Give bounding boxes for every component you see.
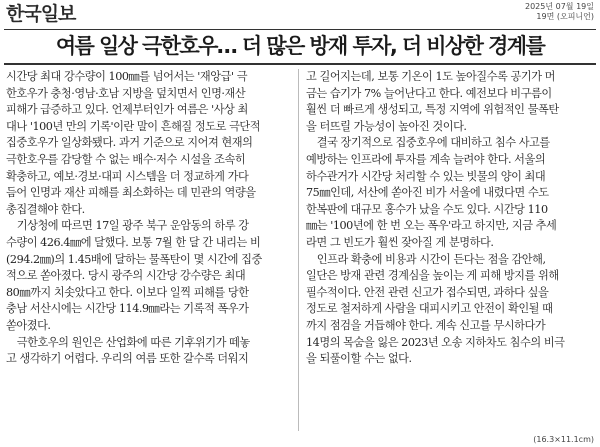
text-line: 75㎜인데, 서산에 쏟아진 비가 서울에 내렸다면 수도: [306, 186, 549, 200]
article-column-right: [306, 69, 592, 368]
text-line: 쏟아졌다.: [6, 318, 51, 332]
text-line: 기상청에 따르면 17일 광주 북구 운암동의 하루 강: [6, 219, 249, 233]
text-line: 14명의 목숨을 잃은 2023년 오송 지하차도 침수의 비극: [306, 335, 565, 349]
top-rule: [4, 29, 596, 30]
article-column-left: [6, 69, 292, 368]
issue-info: [525, 2, 594, 22]
text-line: 훨씬 더 빠르게 생성되고, 특정 지역에 위험적인 물폭탄: [306, 103, 559, 117]
text-line: 80㎜까지 치솟았다고 한다. 이보다 일찍 피해를 당한: [6, 285, 249, 299]
text-line: 피해가 급증하고 있다. 언제부터인가 여름은 '사상 최: [6, 103, 248, 117]
text-line: 정도로 철저하게 사람을 대피시키고 안전이 확인될 때: [306, 302, 553, 316]
article-headline: 여름 일상 극한호우… 더 많은 방재 투자, 더 비상한 경계를: [55, 34, 545, 58]
text-line: ㎜는 '100년에 한 번 오는 폭우'라고 하지만, 지금 추세: [306, 219, 557, 233]
text-line: 극한호우를 감당할 수 없는 배수·저수 시설을 조속히: [6, 152, 246, 166]
text-line: 을 되풀이할 수는 없다.: [306, 352, 412, 366]
text-line: 총집결해야 한다.: [6, 202, 85, 216]
text-line: 까지 점검을 거듭해야 한다. 계속 신고를 무시하다가: [306, 318, 546, 332]
text-line: 한복판에 대규모 홍수가 났을 수도 있다. 시간당 110: [306, 202, 548, 216]
text-line: 금는 습기가 7% 늘어난다고 한다. 예전보다 비구름이: [306, 86, 552, 100]
text-line: 인프라 확충에 비용과 시간이 든다는 점을 감안해,: [306, 252, 546, 266]
text-line: 고 생각하기 어렵다. 우리의 여름 또한 갈수록 더워지: [6, 352, 249, 366]
text-line: 충남 서산시에는 시간당 114.9㎜라는 기록적 폭우가: [6, 302, 249, 316]
text-line: 라면 그 빈도가 훨씬 잦아질 게 분명하다.: [306, 235, 494, 249]
text-line: 결국 장기적으로 집중호우에 대비하고 침수 사고를: [306, 136, 550, 150]
column-divider: [298, 69, 299, 431]
issue-date: 2025년 07월 19일: [525, 2, 594, 11]
text-line: 일단은 방재 관련 경계심을 높이는 게 피해 방지를 위해: [306, 269, 559, 283]
text-line: 확충하고, 예보·경보·대피 시스템을 더 정교하게 가다: [6, 169, 249, 183]
text-line: 집중호우가 일상화됐다. 과거 기준으로 지어져 현재의: [6, 136, 253, 150]
text-line: 대나 '100년 만의 기록'이란 말이 흔해질 정도로 극단적: [6, 119, 261, 133]
text-line: 적으로 쏟아졌다. 당시 광주의 시간당 강수량은 최대: [6, 269, 246, 283]
text-line: 한호우가 충청·영남·호남 지방을 덮치면서 인명·재산: [6, 86, 246, 100]
newspaper-logo: 한국일보: [6, 3, 76, 25]
text-line: 예방하는 인프라에 투자를 계속 늘려야 한다. 서울의: [306, 152, 546, 166]
text-line: 고 길어지는데, 보통 기온이 1도 높아질수록 공기가 머: [306, 70, 556, 83]
text-line: (294.2㎜)의 1.45배에 달하는 물폭탄이 몇 시간에 집중: [6, 252, 262, 266]
text-line: 필수적이다. 안전 관련 신고가 접수되면, 과하다 싶을: [306, 285, 549, 299]
text-line: 수량이 426.4㎜에 달했다. 보통 7월 한 달 간 내리는 비: [6, 235, 261, 249]
text-line: 을 터뜨릴 가능성이 높아진 것이다.: [306, 119, 467, 133]
headline-rule: [4, 63, 596, 65]
issue-page: 19면 (오피니언): [536, 12, 594, 21]
text-line: 극한호우의 원인은 산업화에 따른 기후위기가 떼놓: [6, 335, 250, 349]
text-line: 시간당 최대 강수량이 100㎜를 넘어서는 '재앙급' 극: [6, 70, 248, 83]
text-line: 듬어 인명과 재산 피해를 최소화하는 데 민관의 역량을: [6, 186, 256, 200]
clipping-size-note: (16.3×11.1cm): [533, 435, 594, 444]
masthead: [6, 2, 594, 28]
text-line: 하수관거가 시간당 처리할 수 있는 빗물의 양이 최대: [306, 169, 546, 183]
